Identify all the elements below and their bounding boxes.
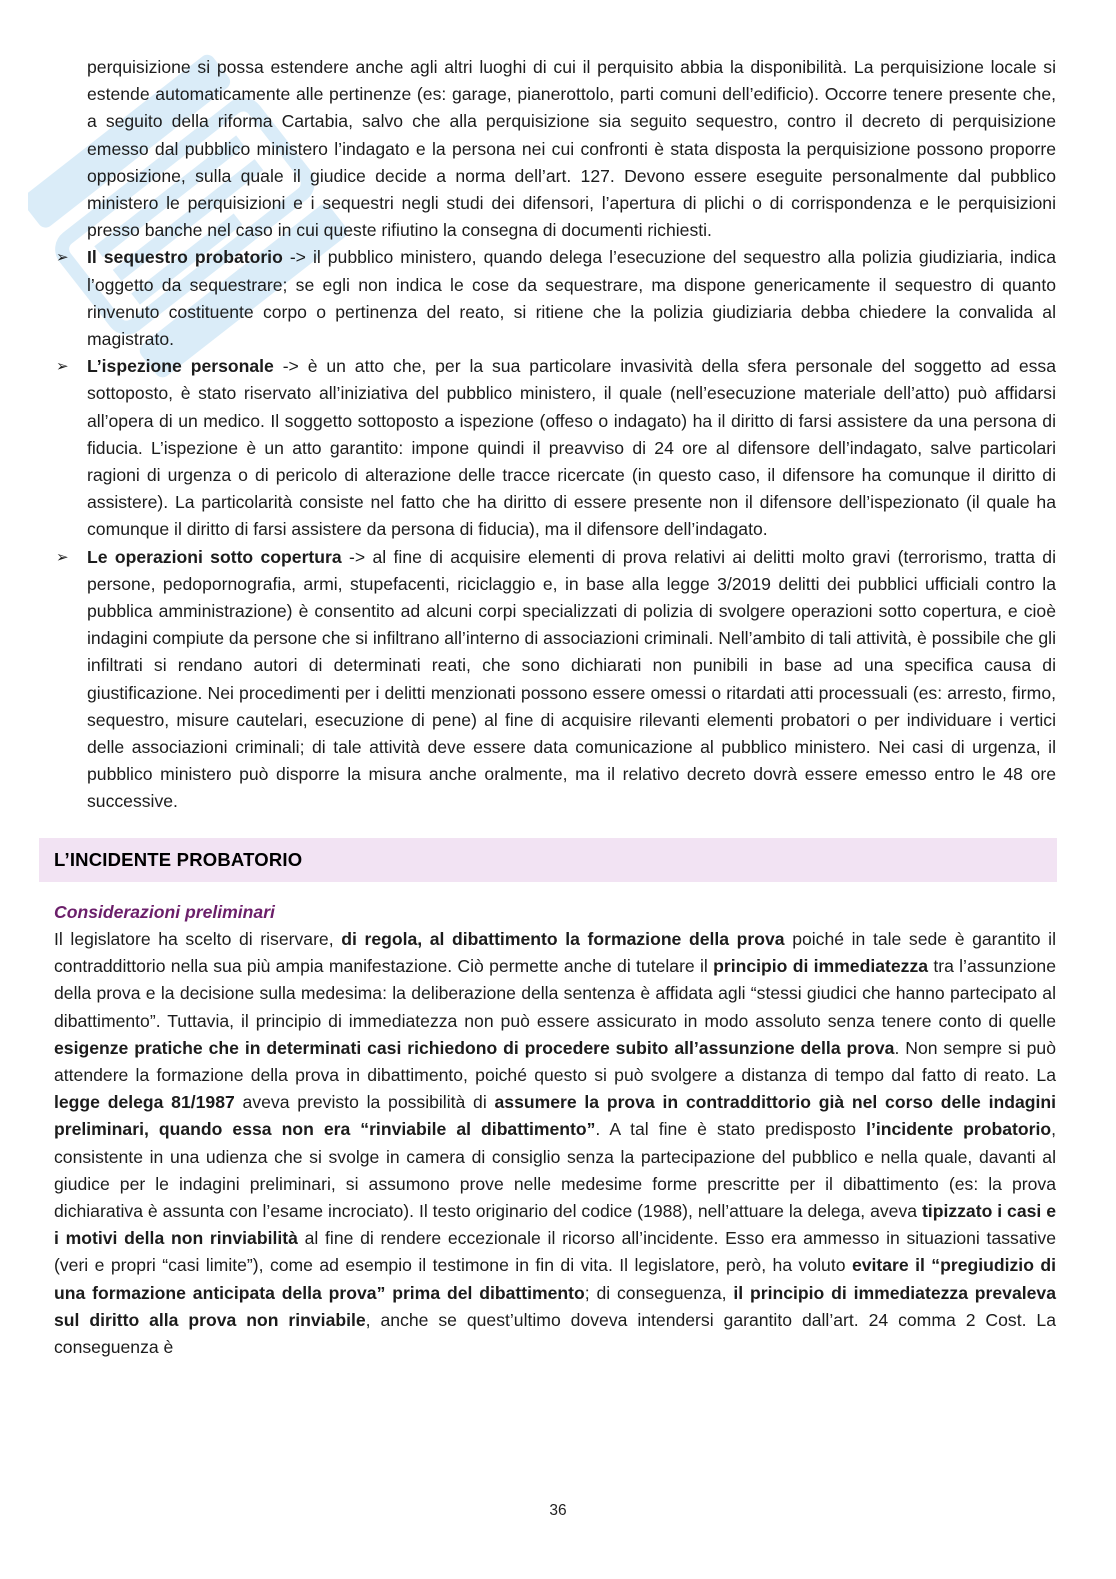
text-run: . Non sempre si può attendere la formazione della prova in dibattimento, poiché questo si può svolgere a distanza di tempo dal fatto di reato. La <box>54 1037 1056 1085</box>
section-title: L’INCIDENTE PROBATORIO <box>54 849 303 871</box>
text-run: , anche se quest’ultimo doveva intendersi garantito dall’art. 24 comma 2 Cost. La conseguenza è <box>54 1309 1056 1357</box>
bullet-title: Le operazioni sotto copertura <box>87 546 342 567</box>
bold-text: tipizzato i casi e i motivi della non rinviabilità <box>54 1200 1056 1249</box>
text-run: . A tal fine è stato predisposto <box>595 1119 867 1140</box>
section-subtitle: Considerazioni preliminari <box>54 901 275 922</box>
bullet-item <box>54 353 1056 543</box>
page-number: 36 <box>549 1502 567 1519</box>
bullet-text: -> il pubblico ministero, quando delega l’esecuzione del sequestro alla polizia giudiziaria, indica l’oggetto da sequestrare; se egli non indica le cose da sequestrare, ma dispone genericamente il sequestro di quanto rinvenuto costituente corpo o pertinenza del reato, si ritiene che la polizia giudiziaria debba chiedere la convalida al magistrato. <box>87 247 1056 350</box>
section-paragraph <box>54 926 1056 1361</box>
text-run: ; di conseguenza, <box>584 1282 734 1303</box>
bold-text: assumere la prova in contraddittorio già nel corso delle indagini preliminari, quando essa non era “rinviabile al dibattimento” <box>54 1092 1057 1140</box>
bold-text: legge delega 81/1987 <box>54 1092 235 1113</box>
bullet-title: Il sequestro probatorio <box>87 247 283 268</box>
bold-text: l’incidente probatorio <box>866 1119 1052 1140</box>
bullet-list <box>54 244 1056 815</box>
text-run: al fine di rendere eccezionale il ricorso all’incidente. Esso era ammesso in situazioni tassative (veri e propri “casi limite”), come ad esempio il testimone in fin di vita. Il legislatore, però, ha voluto <box>54 1228 1056 1276</box>
bullet-title: L’ispezione personale <box>87 356 274 377</box>
text-run: Il legislatore ha scelto di riservare, <box>54 928 342 949</box>
bold-text: principio di immediatezza <box>713 956 929 977</box>
arrow-bullet-icon: ➢ <box>56 357 69 376</box>
bold-text: esigenze pratiche che in determinati casi richiedono di procedere subito all’assunzione della prova <box>54 1037 895 1058</box>
bullet-text: -> al fine di acquisire elementi di prova relativi ai delitti molto gravi (terrorismo, tratta di persone, pedopornografia, armi, stupefacenti, riciclaggio e, in base alla legge 3/2019 delitti dei pubblici ufficiali contro la pubblica amministrazione) è consentito ad alcuni corpi specializzati di polizia di svolgere operazioni sotto copertura, e cioè indagini compiute da persone che si infiltrano all’interno di associazioni criminali. Nell’ambito di tali attività, è possibile che gli infiltrati si rendano autori di determinati reati, che sono dichiarati non punibili in base ad una specifica causa di giustificazione. Nei procedimenti per i delitti menzionati possono essere omessi o ritardati atti processuali (es: arresto, firmo, sequestro, misure cautelari, esecuzione di pene) al fine di acquisire rilevanti elementi probatori o per individuare i vertici delle associazioni criminali; di tale attività deve essere data comunicazione al pubblico ministero. Nei casi di urgenza, il pubblico ministero può disporre la misura anche oralmente, ma il relativo decreto dovrà essere emesso entro le 48 ore successive. <box>87 546 1057 812</box>
section-header <box>39 838 1057 882</box>
bold-text: di regola, al dibattimento la formazione della prova <box>341 928 785 949</box>
arrow-bullet-icon: ➢ <box>56 248 69 267</box>
document-body <box>54 54 1056 1361</box>
arrow-bullet-icon: ➢ <box>56 547 69 566</box>
text-run: , consistente in una udienza che si svolge in camera di consiglio senza la partecipazione del pubblico e nella quale, davanti al giudice per le indagini preliminari, si assumono prove nelle medesime forme prescritte per il dibattimento (es: la prova dichiarativa è assunta con l’esame incrociato). Il testo originario del codice (1988), nell’attuare la delega, aveva <box>54 1119 1056 1221</box>
text-run: aveva previsto la possibilità di <box>234 1092 495 1113</box>
text-run: tra l’assunzione della prova e la decisione sulla medesima: la deliberazione della sentenza è affidata agli “stessi giudici che hanno partecipato al dibattimento”. Tuttavia, il principio di immediatezza non può essere assicurato in modo assoluto senza tenere conto di quelle <box>54 956 1056 1031</box>
bold-text: il principio di immediatezza prevaleva sul diritto alla prova non rinviabile <box>54 1282 1056 1330</box>
text-run: poiché in tale sede è garantito il contraddittorio nella sua più ampia manifestazione. Ciò permette anche di tutelare il <box>54 928 1056 977</box>
bold-text: evitare il “pregiudizio di una formazione anticipata della prova” prima del dibattimento <box>54 1255 1057 1303</box>
bullet-item <box>54 544 1056 816</box>
bullet-item <box>54 244 1056 353</box>
intro-paragraph: perquisizione si possa estendere anche agli altri luoghi di cui il perquisito abbia la disponibilità. La perquisizione locale si estende automaticamente alle pertinenze (es: garage, pianerottolo, parti comuni dell’edificio). Occorre tenere presente che, a seguito della riforma Cartabia, salvo che alla perquisizione sia seguito sequestro, contro il decreto di perquisizione emesso dal pubblico ministero l’indagato e la persona nei cui confronti è stata disposta la perquisizione possono proporre opposizione, sulla quale il giudice decide a norma dell’art. 127. Devono essere eseguite personalmente dal pubblico ministero le perquisizioni e i sequestri negli studi dei difensori, l’apertura di plichi o di corrispondenza e le perquisizioni presso banche nel caso in cui queste rifiutino la consegna di documenti richiesti. <box>87 57 1056 241</box>
bullet-text: -> è un atto che, per la sua particolare invasività della sfera personale del soggetto ad essa sottoposto, è stato riservato all’iniziativa del pubblico ministero, il quale (nell’esecuzione materiale dell’atto) può affidarsi all’opera di un medico. Il soggetto sottoposto a ispezione (offeso o indagato) ha il diritto di farsi assistere da una persona di fiducia. L’ispezione è un atto garantito: impone quindi il preavviso di 24 ore al difensore dell’indagato, salve particolari ragioni di urgenza o di pericolo di alterazione delle tracce ricercate (in questo caso, il difensore ha comunque il diritto di assistere). La particolarità consiste nel fatto che ha diritto di essere presente non il difensore dell’ispezionato (il quale ha comunque il diritto di farsi assistere da persona di fiducia), ma il difensore dell’indagato. <box>87 356 1056 540</box>
